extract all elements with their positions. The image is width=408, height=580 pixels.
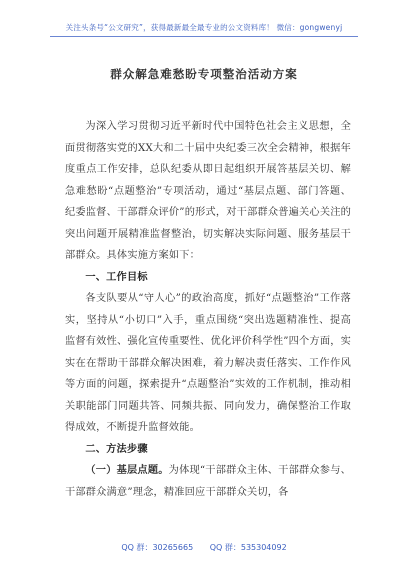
- header-promo-note: 关注头条号“公文研究”，获得最新最全最专业的公文资料库！ 微信：gongwenyj: [65, 23, 343, 32]
- intro-paragraph: 为深入学习贯彻习近平新时代中国特色社会主义思想，全面贯彻落实党的XX大和二十届中央纪委三次全会精神，根据年度重点工作安排，总队纪委从即日起组织开展答基层关切、解急难愁盼“点题整治”专项活动，通过“基层点题、部门答题、纪委监督、干部群众评价”的形式，对干部群众普遍关心关注的突出问题开展精准监督整治，切实解决实际问题、服务基层干部群众。具体实施方案如下：: [65, 121, 351, 261]
- footer-qq-group-2: QQ 群：535304092: [209, 543, 287, 552]
- footer-qq-group-1: QQ 群：30265665: [121, 543, 194, 552]
- document-title: 群众解急难愁盼专项整治活动方案: [110, 67, 298, 81]
- section-heading-goals: 一、工作目标: [85, 270, 148, 283]
- subsection-text: 为体现“干部群众主体、干部群众参与、干部群众满意”理念，精准回应干部群众关切，各: [65, 465, 351, 498]
- header-divider: [50, 36, 358, 37]
- document-body: [65, 116, 351, 503]
- footer-contacts: [0, 542, 408, 553]
- goals-paragraph: 各支队要从“守人心”的政治高度，抓好“点题整治”工作落实，坚持从“小切口”入手，重点围绕“突出选题精准性、提高监督有效性、强化宣传重要性、优化评价科学性”四个方面，实实在在帮助干部群众解决困难，着力解决责任落实、工作作风等方面的问题，探索提升“点题整治”实效的工作机制，推动相关职能部门同题共答、同频共振、同向发力，确保整治工作取得成效，不断提升监督效能。: [65, 293, 351, 433]
- section-heading-steps: 二、方法步骤: [85, 442, 148, 455]
- subsection-label: （一）基层点题。: [85, 464, 169, 476]
- steps-paragraph: [65, 460, 351, 503]
